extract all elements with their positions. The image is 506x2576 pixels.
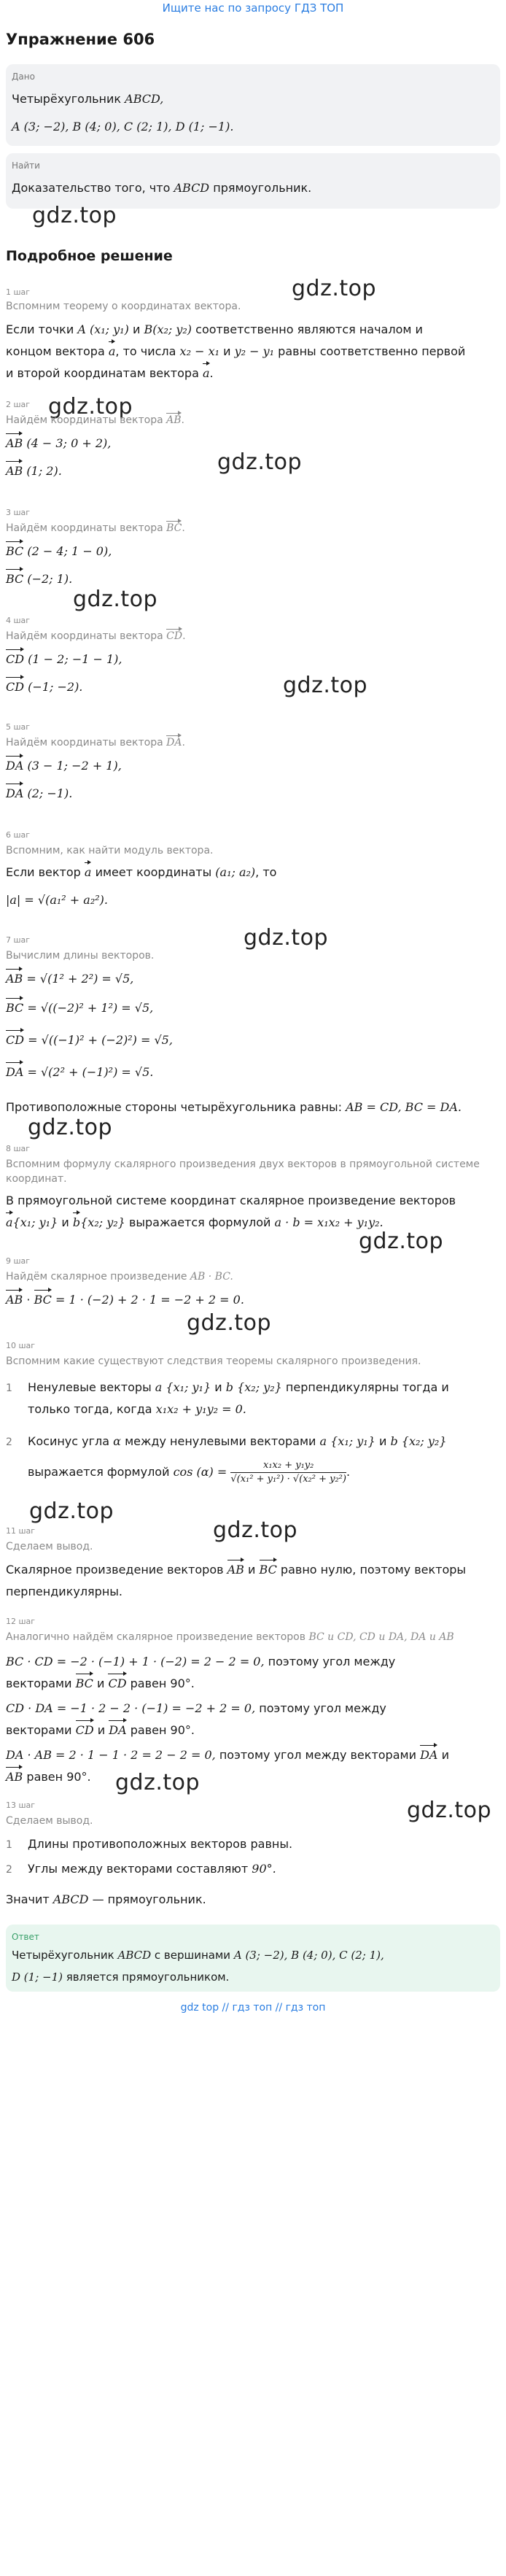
step-note: Найдём координаты вектора DA. (6, 737, 185, 749)
step-label: 9 шаг (6, 1256, 31, 1266)
given-text: Четырёхугольник ABCD, (12, 92, 164, 106)
s10-item: выражается формулой cos (α) = $\frac{\text{x₁x₂ + y₁y₂}}{\text{√(x₁² + y₁²) · √(x₂² + y₂²)}}$ . (28, 1460, 351, 1485)
s12-line: DA · AB = 2 · 1 − 1 · 2 = 2 − 2 = 0, поэтому угол между векторами DA и (6, 1747, 449, 1764)
step-label: 10 шаг (6, 1341, 36, 1350)
step-label: 6 шаг (6, 830, 31, 840)
s3-expr: BC (2 − 4; 1 − 0), (6, 543, 112, 560)
step-label: 8 шаг (6, 1144, 31, 1153)
step-label: 11 шаг (6, 1526, 36, 1536)
s13-item: 1 Длины противоположных векторов равны. (6, 1837, 293, 1851)
answer-line: D (1; −1) является прямоугольником. (12, 1970, 230, 1984)
s12-line: CD · DA = −1 · 2 − 2 · (−1) = −2 + 2 = 0, поэтому угол между (6, 1701, 386, 1715)
s7-length: DA = √(2² + (−1)²) = √5. (6, 1064, 153, 1081)
s12-line: векторами CD и DA равен 90°. (6, 1722, 195, 1739)
find-label: Найти (12, 160, 40, 171)
step-note: Сделаем вывод. (6, 1815, 93, 1827)
watermark: gdz.top (115, 1770, 201, 1795)
step-label: 1 шаг (6, 287, 31, 297)
step-label: 4 шаг (6, 616, 31, 625)
step-note: Вспомним какие существуют следствия теоремы скалярного произведения. (6, 1355, 421, 1367)
watermark: gdz.top (48, 394, 133, 419)
watermark: gdz.top (244, 925, 329, 951)
step-note: Аналогично найдём скалярное произведение векторов BC и CD, CD и DA, DA и AB (6, 1631, 454, 1643)
step-label: 7 шаг (6, 935, 31, 945)
s6-formula: |a| = √(a₁² + a₂²). (6, 893, 108, 907)
s7-length: BC = √((−2)² + 1²) = √5, (6, 999, 153, 1017)
s4-expr: CD (−1; −2). (6, 678, 82, 696)
given-points: A (3; −2), B (4; 0), C (2; 1), D (1; −1). (12, 120, 234, 134)
s7-length: AB = √(1² + 2²) = √5, (6, 970, 133, 988)
footer-links[interactable]: gdz top // гдз топ // гдз топ (180, 2002, 326, 2014)
s1-line: Если точки A (x₁; y₁) и B(x₂; y₂) соответственно являются началом и (6, 322, 423, 336)
step-note: координат. (6, 1173, 67, 1185)
s2-expr: AB (4 − 3; 0 + 2), (6, 435, 111, 452)
s10-item: только тогда, когда x₁x₂ + y₁y₂ = 0. (28, 1402, 246, 1416)
step-note: Найдём скалярное произведение AB · BC. (6, 1271, 233, 1283)
page-title: Упражнение 606 (6, 31, 155, 48)
answer-label: Ответ (12, 1932, 39, 1942)
s8-line: a{x₁; y₁} и b{x₂; y₂} выражается формулой a · b = x₁x₂ + y₁y₂. (6, 1214, 384, 1231)
watermark: gdz.top (73, 587, 158, 612)
cos-fraction: $\frac{\text{x₁x₂ + y₁y₂}}{\text{√(x₁² + y₁²) · √(x₂² + y₂²)}}$ (230, 1460, 346, 1485)
s9-expr: AB · BC = 1 · (−2) + 2 · 1 = −2 + 2 = 0. (6, 1291, 244, 1309)
s11-line: перпендикулярны. (6, 1585, 123, 1598)
step-label: 2 шаг (6, 400, 31, 409)
step-note: Вспомним, как найти модуль вектора. (6, 845, 214, 856)
watermark: gdz.top (187, 1310, 272, 1336)
s3-expr: BC (−2; 1). (6, 570, 72, 588)
watermark: gdz.top (407, 1798, 492, 1823)
s4-expr: CD (1 − 2; −1 − 1), (6, 651, 122, 668)
watermark: gdz.top (28, 1115, 113, 1140)
s13-conclusion: Значит ABCD — прямоугольник. (6, 1892, 206, 1906)
step-note: Сделаем вывод. (6, 1541, 93, 1552)
s7-length: CD = √((−1)² + (−2)²) = √5, (6, 1032, 173, 1049)
watermark: gdz.top (217, 449, 303, 475)
s12-line: BC · CD = −2 · (−1) + 1 · (−2) = 2 − 2 = 0, поэтому угол между (6, 1655, 396, 1668)
step-label: 3 шаг (6, 508, 31, 517)
s13-item: 2 Углы между векторами составляют 90°. (6, 1862, 276, 1876)
step-note: Найдём координаты вектора CD. (6, 630, 186, 642)
watermark: gdz.top (29, 1498, 114, 1524)
step-label: 5 шаг (6, 722, 31, 732)
step-note: Вспомним теорему о координатах вектора. (6, 301, 241, 312)
s5-expr: DA (2; −1). (6, 785, 72, 802)
watermark: gdz.top (32, 203, 117, 228)
s11-line: Скалярное произведение векторов AB и BC равно нулю, поэтому векторы (6, 1561, 466, 1579)
given-label: Дано (12, 71, 35, 82)
step-note: Вычислим длины векторов. (6, 950, 155, 962)
solution-title: Подробное решение (6, 248, 173, 264)
step-note: Найдём координаты вектора AB. (6, 414, 184, 426)
s12-line: AB равен 90°. (6, 1768, 91, 1786)
answer-line: Четырёхугольник ABCD с вершинами A (3; −2), B (4; 0), C (2; 1), (12, 1949, 384, 1962)
step-note: Найдём координаты вектора BC. (6, 522, 185, 534)
s8-line: В прямоугольной системе координат скалярное произведение векторов (6, 1194, 456, 1207)
watermark: gdz.top (359, 1229, 444, 1254)
search-banner[interactable]: Ищите нас по запросу ГДЗ ТОП (162, 1, 344, 15)
s7-conclusion: Противоположные стороны четырёхугольника равны: AB = CD, BC = DA. (6, 1100, 462, 1114)
s1-line: и второй координатам вектора a. (6, 365, 214, 382)
find-text: Доказательство того, что ABCD прямоугольник. (12, 181, 312, 195)
watermark: gdz.top (213, 1517, 298, 1543)
step-note: Вспомним формулу скалярного произведения двух векторов в прямоугольной системе (6, 1159, 480, 1170)
s10-item: 1 Ненулевые векторы a {x₁; y₁} и b {x₂; y₂} перпендикулярны тогда и (6, 1380, 449, 1394)
s6-line: Если вектор a имеет координаты (a₁; a₂), то (6, 864, 276, 881)
step-label: 13 шаг (6, 1801, 36, 1810)
s2-expr: AB (1; 2). (6, 463, 62, 480)
watermark: gdz.top (283, 673, 368, 698)
s10-item: 2 Косинус угла α между ненулевыми векторами a {x₁; y₁} и b {x₂; y₂} (6, 1434, 447, 1448)
step-label: 12 шаг (6, 1617, 36, 1626)
s5-expr: DA (3 − 1; −2 + 1), (6, 757, 122, 775)
s12-line: векторами BC и CD равен 90°. (6, 1675, 195, 1693)
s1-line: концом вектора a, то числа x₂ − x₁ и y₂ − y₁ равны соответственно первой (6, 343, 465, 360)
watermark: gdz.top (292, 276, 377, 301)
